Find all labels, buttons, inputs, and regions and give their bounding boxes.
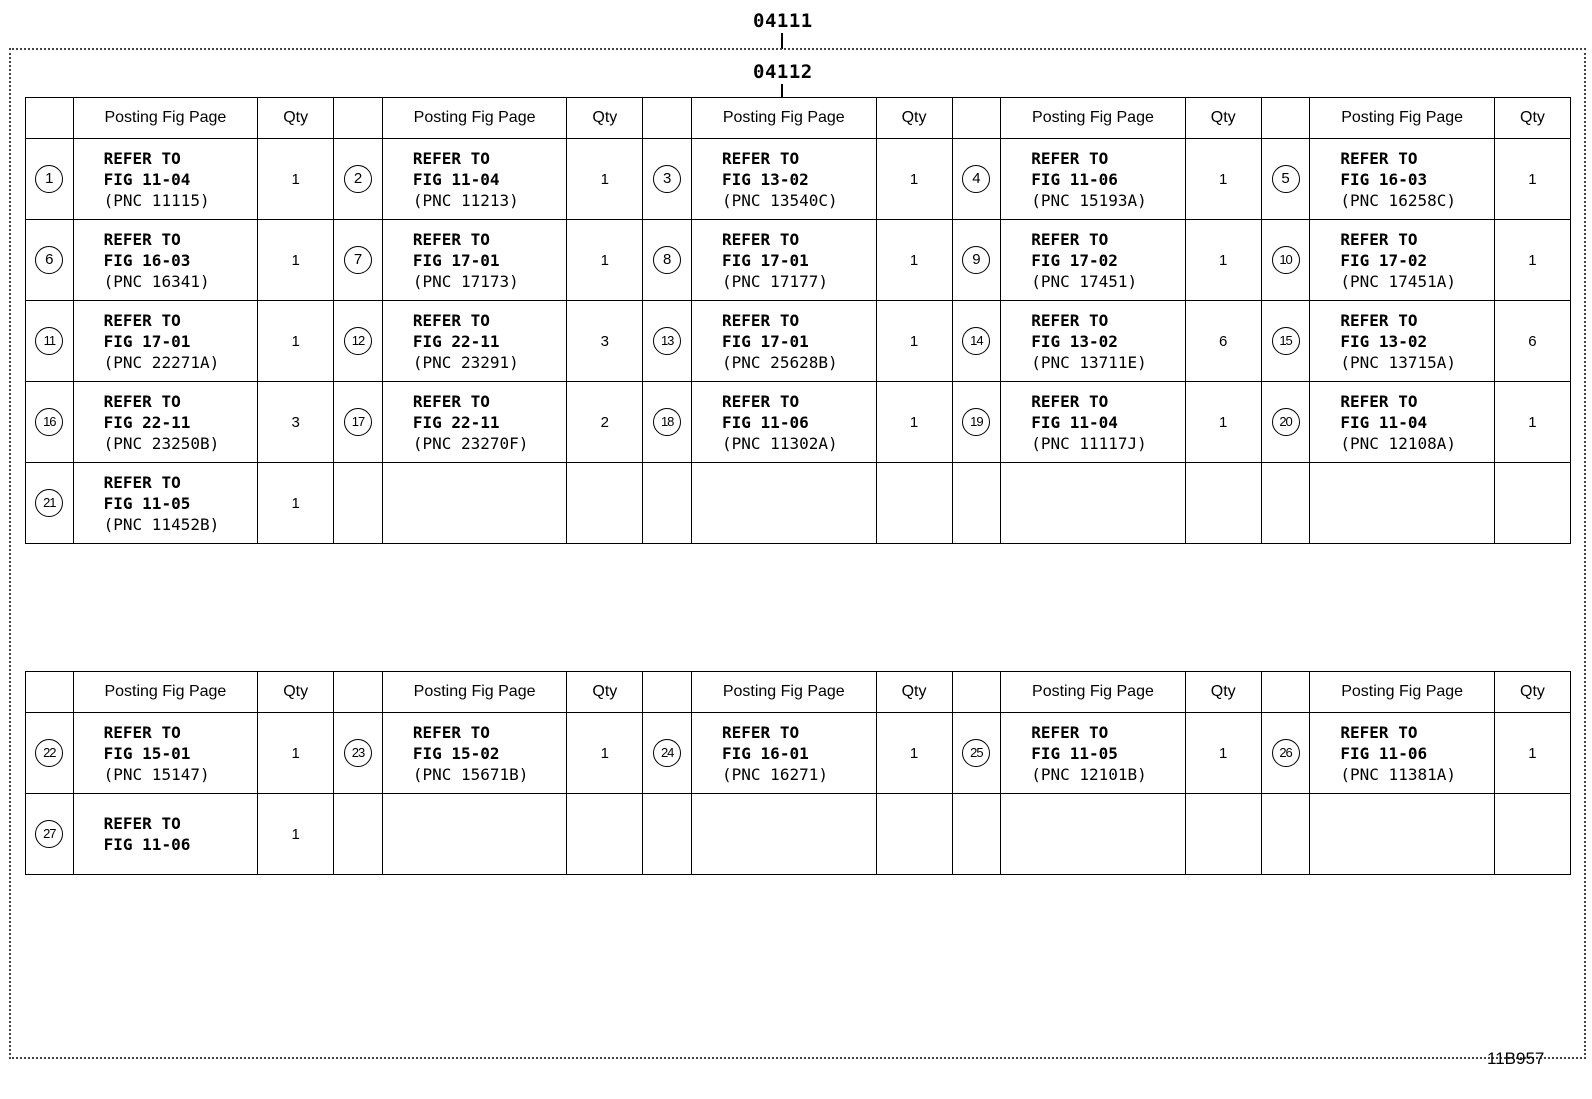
reference-text [74,472,258,535]
reference-cell [73,713,258,794]
item-number-cell [952,301,1001,382]
header-fig-page: Posting Fig Page [1310,672,1495,713]
pnc-reference: (PNC 17177) [722,271,828,291]
table-row [26,463,1571,544]
reference-cell [382,220,567,301]
reference-cell [382,463,567,544]
quantity-cell [1185,794,1261,875]
reference-cell [1310,301,1495,382]
pnc-reference: (PNC 23270F) [412,433,529,453]
item-number-badge: 17 [344,408,372,436]
header-blank-cell [1261,98,1310,139]
item-number-cell [643,794,692,875]
header-fig-page: Posting Fig Page [382,98,567,139]
quantity-cell [1494,794,1570,875]
item-number-cell [26,220,74,301]
refer-to-label: REFER TO [1340,310,1418,330]
figure-reference: FIG 16-01 [722,743,809,763]
item-number-badge: 8 [653,246,681,274]
header-qty: Qty [258,98,334,139]
header-blank-cell [952,672,1001,713]
item-number-badge: 1 [35,165,63,193]
top-leader-line [781,33,783,49]
quantity-cell: 1 [1494,139,1570,220]
reference-cell [1310,794,1495,875]
item-number-badge: 16 [35,408,63,436]
quantity-cell: 1 [258,139,334,220]
reference-cell [1310,139,1495,220]
reference-text [74,722,258,785]
item-number-badge: 27 [35,820,63,848]
reference-text [1001,229,1185,292]
refer-to-label: REFER TO [722,310,800,330]
quantity-cell: 1 [876,301,952,382]
item-number-cell [643,713,692,794]
figure-reference: FIG 11-04 [103,169,191,189]
header-fig-page: Posting Fig Page [1001,672,1186,713]
refer-to-label: REFER TO [103,814,181,833]
pnc-reference: (PNC 16271) [722,764,828,784]
reference-cell [1001,139,1186,220]
header-blank-cell [26,98,74,139]
pnc-reference: (PNC 12101B) [1031,764,1147,784]
refer-to-label: REFER TO [1031,391,1109,411]
quantity-cell: 1 [876,713,952,794]
quantity-cell [876,794,952,875]
pnc-reference: (PNC 15193A) [1031,190,1147,210]
figure-reference: FIG 22-11 [412,412,500,432]
header-fig-page: Posting Fig Page [73,672,258,713]
reference-cell [382,794,567,875]
item-number-badge: 18 [653,408,681,436]
reference-cell [73,463,258,544]
item-number-cell [1261,713,1310,794]
reference-text [1001,310,1185,373]
reference-cell [1310,713,1495,794]
figure-reference: FIG 17-02 [1031,250,1118,270]
reference-cell [73,794,258,875]
item-number-cell [952,713,1001,794]
reference-cell [692,139,877,220]
item-number-badge: 10 [1272,246,1300,274]
item-number-cell [1261,463,1310,544]
reference-cell [692,301,877,382]
item-number-cell [334,463,383,544]
reference-text [383,148,567,211]
header-row [26,672,1571,713]
quantity-cell: 1 [1185,382,1261,463]
refer-to-label: REFER TO [1340,229,1418,249]
parts-table-lower [25,671,1571,875]
quantity-cell: 1 [258,220,334,301]
refer-to-label: REFER TO [1031,722,1109,742]
item-number-cell [334,713,383,794]
item-number-cell [26,382,74,463]
reference-text [692,229,876,292]
pnc-reference: (PNC 17173) [412,271,519,291]
figure-reference: FIG 11-06 [1031,169,1118,189]
figure-reference: FIG 13-02 [1031,331,1118,351]
item-number-badge: 5 [1272,165,1300,193]
pnc-reference: (PNC 15147) [103,764,210,784]
table-row [26,220,1571,301]
item-number-cell [952,139,1001,220]
quantity-cell: 1 [876,382,952,463]
quantity-cell [876,463,952,544]
header-qty: Qty [258,672,334,713]
quantity-cell: 1 [258,794,334,875]
item-number-cell [334,139,383,220]
reference-text [383,722,567,785]
quantity-cell [567,463,643,544]
item-number-cell [1261,220,1310,301]
figure-reference: FIG 22-11 [103,412,191,432]
item-number-cell [1261,301,1310,382]
item-number-cell [334,220,383,301]
quantity-cell: 1 [258,463,334,544]
reference-text [383,391,567,454]
item-number-badge: 13 [653,327,681,355]
refer-to-label: REFER TO [103,310,181,330]
quantity-cell: 1 [876,220,952,301]
item-number-badge: 3 [653,165,681,193]
pnc-reference: (PNC 13711E) [1031,352,1147,372]
pnc-reference: (PNC 11302A) [722,433,838,453]
item-number-badge: 4 [962,165,990,193]
reference-cell [1310,220,1495,301]
item-number-badge: 23 [344,739,372,767]
item-number-cell [643,220,692,301]
header-qty: Qty [1494,672,1570,713]
header-blank-cell [643,672,692,713]
figure-reference: FIG 17-01 [722,250,809,270]
pnc-reference: (PNC 11213) [412,190,519,210]
pnc-reference: (PNC 25628B) [722,352,838,372]
quantity-cell: 1 [1494,220,1570,301]
item-number-cell [952,794,1001,875]
reference-text [1310,229,1494,292]
refer-to-label: REFER TO [722,148,800,168]
refer-to-label: REFER TO [1031,148,1109,168]
figure-reference: FIG 16-03 [103,250,191,270]
header-row [26,98,1571,139]
item-number-badge: 19 [962,408,990,436]
item-number-badge: 9 [962,246,990,274]
item-number-cell [26,301,74,382]
item-number-badge: 6 [35,246,63,274]
figure-reference: FIG 11-06 [722,412,809,432]
reference-cell [1001,794,1186,875]
quantity-cell: 1 [258,713,334,794]
reference-cell [692,220,877,301]
header-qty: Qty [876,98,952,139]
refer-to-label: REFER TO [1340,391,1418,411]
reference-text [692,310,876,373]
item-number-badge: 11 [35,327,63,355]
figure-reference: FIG 17-02 [1340,250,1428,270]
item-number-badge: 26 [1272,739,1300,767]
refer-to-label: REFER TO [1031,310,1109,330]
quantity-cell: 1 [567,220,643,301]
pnc-reference: (PNC 17451) [1031,271,1138,291]
item-number-cell [26,794,74,875]
pnc-reference: (PNC 11381A) [1340,764,1456,784]
pnc-reference: (PNC 23291) [412,352,519,372]
refer-to-label: REFER TO [412,229,490,249]
header-qty: Qty [567,98,643,139]
reference-text [1310,310,1494,373]
figure-reference: FIG 15-02 [412,743,500,763]
figure-reference: FIG 11-04 [412,169,500,189]
reference-cell [1001,713,1186,794]
figure-reference: FIG 15-01 [103,743,191,763]
item-number-badge: 24 [653,739,681,767]
figure-reference: FIG 11-04 [1031,412,1118,432]
figure-reference: FIG 22-11 [412,331,500,351]
item-number-cell [1261,382,1310,463]
header-blank-cell [952,98,1001,139]
header-qty: Qty [567,672,643,713]
drawing-id: 11B957 [1487,1049,1545,1068]
pnc-reference: (PNC 17451A) [1340,271,1456,291]
reference-text [1001,148,1185,211]
header-fig-page: Posting Fig Page [73,98,258,139]
figure-reference: FIG 13-02 [722,169,809,189]
header-fig-page: Posting Fig Page [692,672,877,713]
item-number-badge: 21 [35,489,63,517]
item-number-cell [26,713,74,794]
reference-cell [1001,301,1186,382]
table-row [26,713,1571,794]
reference-cell [73,382,258,463]
quantity-cell: 1 [1185,139,1261,220]
quantity-cell [1185,463,1261,544]
reference-text [692,722,876,785]
reference-cell [382,382,567,463]
quantity-cell: 3 [258,382,334,463]
reference-cell [1001,382,1186,463]
table-row [26,139,1571,220]
reference-text [383,229,567,292]
refer-to-label: REFER TO [412,391,490,411]
reference-text [1310,722,1494,785]
figure-reference: FIG 11-04 [1340,412,1428,432]
reference-cell [1001,220,1186,301]
quantity-cell: 3 [567,301,643,382]
refer-to-label: REFER TO [412,148,490,168]
item-number-badge: 20 [1272,408,1300,436]
header-fig-page: Posting Fig Page [1001,98,1186,139]
figure-reference: FIG 13-02 [1340,331,1428,351]
reference-cell [73,220,258,301]
quantity-cell: 1 [876,139,952,220]
header-blank-cell [334,98,383,139]
item-number-badge: 7 [344,246,372,274]
figure-reference: FIG 17-01 [722,331,809,351]
item-number-cell [1261,794,1310,875]
header-blank-cell [643,98,692,139]
pnc-reference: (PNC 16341) [103,271,210,291]
reference-cell [73,301,258,382]
header-fig-page: Posting Fig Page [382,672,567,713]
quantity-cell [1494,463,1570,544]
pnc-reference: (PNC 12108A) [1340,433,1456,453]
item-number-badge: 22 [35,739,63,767]
quantity-cell: 1 [1494,382,1570,463]
quantity-cell: 1 [1494,713,1570,794]
reference-text [1310,391,1494,454]
top-assembly-code: 04111 [753,10,813,32]
header-blank-cell [26,672,74,713]
quantity-cell: 1 [567,713,643,794]
figure-reference: FIG 11-05 [103,493,191,513]
table-row [26,301,1571,382]
reference-cell [382,139,567,220]
quantity-cell: 2 [567,382,643,463]
item-number-badge: 25 [962,739,990,767]
quantity-cell [567,794,643,875]
reference-text [74,148,258,211]
refer-to-label: REFER TO [1031,229,1109,249]
pnc-reference: (PNC 11452B) [103,514,220,534]
reference-cell [73,139,258,220]
refer-to-label: REFER TO [722,722,800,742]
item-number-cell [952,220,1001,301]
item-number-badge: 14 [962,327,990,355]
reference-cell [1001,463,1186,544]
refer-to-label: REFER TO [103,148,181,168]
quantity-cell: 1 [567,139,643,220]
reference-text [1310,148,1494,211]
header-fig-page: Posting Fig Page [1310,98,1495,139]
header-blank-cell [334,672,383,713]
pnc-reference: (PNC 11115) [103,190,210,210]
pnc-reference: (PNC 13715A) [1340,352,1456,372]
inner-assembly-code: 04112 [753,61,813,83]
header-fig-page: Posting Fig Page [692,98,877,139]
item-number-badge: 2 [344,165,372,193]
reference-text [692,148,876,211]
figure-reference: FIG 17-01 [103,331,191,351]
header-blank-cell [1261,672,1310,713]
item-number-badge: 15 [1272,327,1300,355]
item-number-cell [952,463,1001,544]
item-number-cell [334,794,383,875]
reference-cell [692,794,877,875]
item-number-badge: 12 [344,327,372,355]
refer-to-label: REFER TO [103,391,181,411]
item-number-cell [952,382,1001,463]
item-number-cell [643,382,692,463]
item-number-cell [643,301,692,382]
pnc-reference: (PNC 22271A) [103,352,220,372]
item-number-cell [643,463,692,544]
pnc-reference: (PNC 13540C) [722,190,838,210]
reference-cell [692,382,877,463]
quantity-cell: 1 [1185,220,1261,301]
figure-reference: FIG 11-06 [103,835,191,854]
reference-cell [1310,463,1495,544]
reference-text [74,391,258,454]
inner-leader-line [781,84,783,98]
reference-text [74,813,258,855]
parts-table-upper [25,97,1571,544]
figure-reference: FIG 11-05 [1031,743,1118,763]
figure-reference: FIG 11-06 [1340,743,1428,763]
refer-to-label: REFER TO [412,310,490,330]
refer-to-label: REFER TO [1340,148,1418,168]
header-qty: Qty [876,672,952,713]
reference-text [383,310,567,373]
item-number-cell [26,139,74,220]
figure-reference: FIG 16-03 [1340,169,1428,189]
pnc-reference: (PNC 15671B) [412,764,529,784]
pnc-reference: (PNC 16258C) [1340,190,1456,210]
quantity-cell: 1 [258,301,334,382]
reference-text [692,391,876,454]
refer-to-label: REFER TO [103,229,181,249]
reference-cell [382,713,567,794]
table-row [26,382,1571,463]
quantity-cell: 6 [1494,301,1570,382]
item-number-cell [334,382,383,463]
table-row [26,794,1571,875]
reference-cell [1310,382,1495,463]
refer-to-label: REFER TO [103,722,181,742]
refer-to-label: REFER TO [722,229,800,249]
item-number-cell [1261,139,1310,220]
reference-text [74,310,258,373]
refer-to-label: REFER TO [103,472,181,492]
item-number-cell [643,139,692,220]
refer-to-label: REFER TO [722,391,800,411]
header-qty: Qty [1185,672,1261,713]
reference-text [1001,391,1185,454]
reference-cell [692,713,877,794]
refer-to-label: REFER TO [1340,722,1418,742]
figure-reference: FIG 17-01 [412,250,500,270]
pnc-reference: (PNC 23250B) [103,433,220,453]
reference-text [1001,722,1185,785]
reference-text [74,229,258,292]
item-number-cell [334,301,383,382]
reference-cell [382,301,567,382]
reference-cell [692,463,877,544]
quantity-cell: 1 [1185,713,1261,794]
quantity-cell: 6 [1185,301,1261,382]
item-number-cell [26,463,74,544]
pnc-reference: (PNC 11117J) [1031,433,1147,453]
refer-to-label: REFER TO [412,722,490,742]
header-qty: Qty [1494,98,1570,139]
header-qty: Qty [1185,98,1261,139]
